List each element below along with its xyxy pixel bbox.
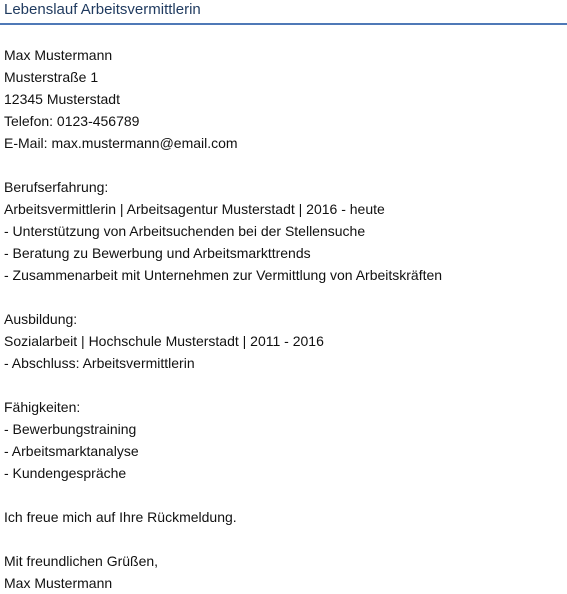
section-spacer (4, 528, 563, 550)
education-heading: Ausbildung: (4, 311, 78, 327)
contact-phone: Telefon: 0123-456789 (4, 113, 140, 129)
experience-position: Arbeitsvermittlerin | Arbeitsagentur Musterstadt | 2016 - heute (4, 201, 385, 217)
experience-bullet: - Zusammenarbeit mit Unternehmen zur Vermittlung von Arbeitskräften (4, 267, 443, 283)
experience-bullet: - Unterstützung von Arbeitsuchenden bei der Stellensuche (4, 223, 366, 239)
skills-bullet: - Kundengespräche (4, 465, 127, 481)
signoff-name: Max Mustermann (4, 575, 113, 591)
contact-name: Max Mustermann (4, 47, 113, 63)
skills-bullet: - Arbeitsmarktanalyse (4, 443, 139, 459)
contact-street: Musterstraße 1 (4, 69, 99, 85)
section-spacer (4, 484, 563, 506)
section-spacer (4, 374, 563, 396)
section-spacer (4, 154, 563, 176)
signoff-greeting: Mit freundlichen Grüßen, (4, 553, 159, 569)
contact-city: 12345 Musterstadt (4, 91, 120, 107)
section-spacer (4, 286, 563, 308)
closing-sentence: Ich freue mich auf Ihre Rückmeldung. (4, 509, 237, 525)
skills-bullet: - Bewerbungstraining (4, 421, 137, 437)
title-underline (0, 23, 567, 25)
skills-heading: Fähigkeiten: (4, 399, 81, 415)
education-entry: Sozialarbeit | Hochschule Musterstadt | 2011 - 2016 (4, 333, 324, 349)
document-body (4, 44, 563, 594)
document-title: Lebenslauf Arbeitsvermittlerin (4, 1, 201, 18)
contact-email: E-Mail: max.mustermann@email.com (4, 135, 238, 151)
experience-bullet: - Beratung zu Bewerbung und Arbeitsmarkttrends (4, 245, 311, 261)
education-bullet: - Abschluss: Arbeitsvermittlerin (4, 355, 195, 371)
experience-heading: Berufserfahrung: (4, 179, 109, 195)
